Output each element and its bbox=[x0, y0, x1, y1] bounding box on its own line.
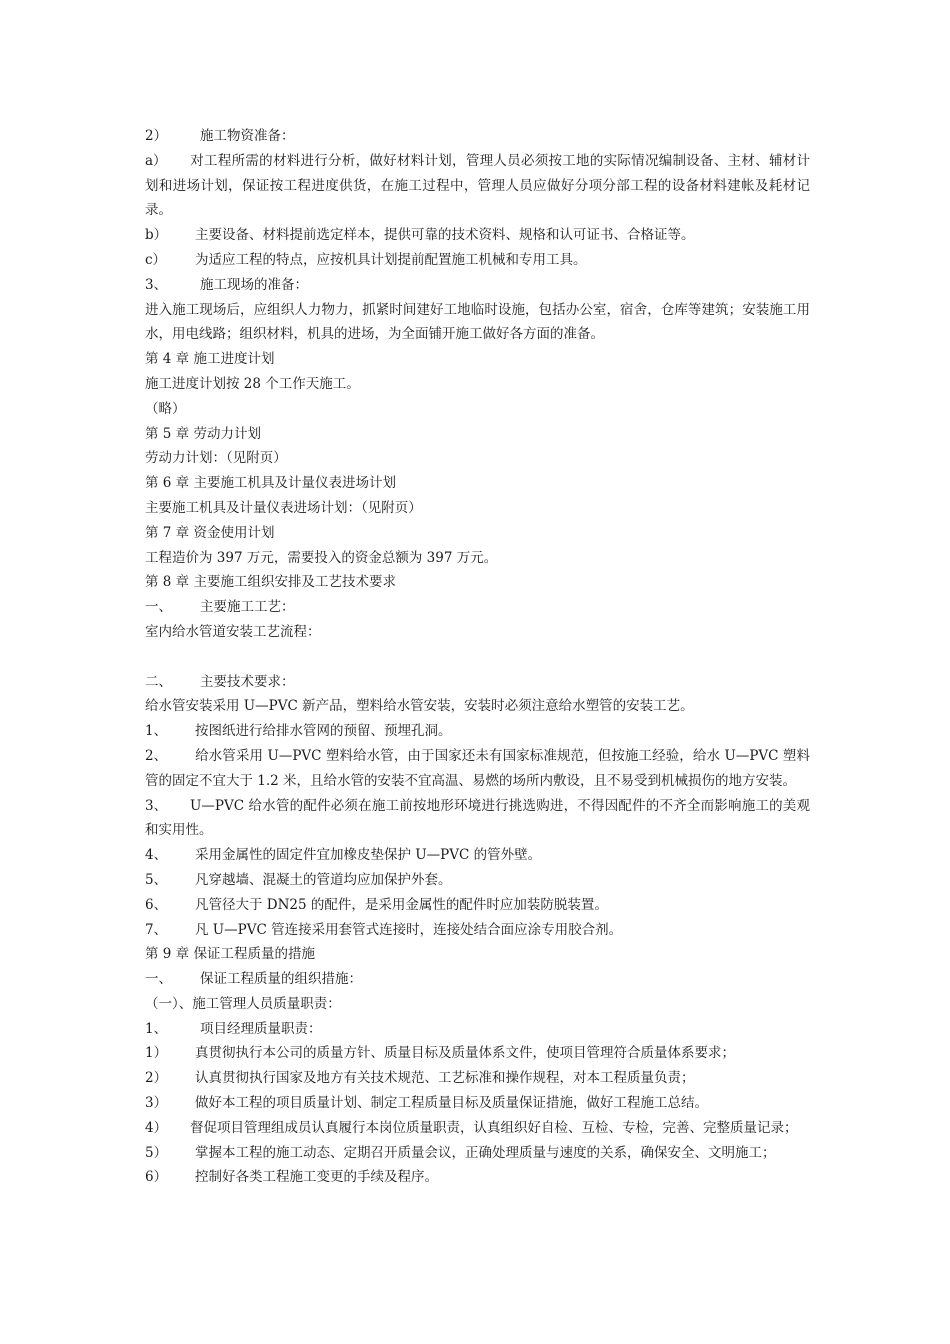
item-number: a） bbox=[145, 152, 167, 169]
item-text: 掌握本工程的施工动态、定期召开质量会议，正确处理质量与速度的关系，确保安全、文明施工； bbox=[195, 1144, 776, 1161]
list-item bbox=[145, 893, 810, 918]
item-text: 施工物资准备： bbox=[200, 128, 295, 144]
list-item bbox=[145, 223, 810, 248]
item-text: 采用金属性的固定件宜加橡皮垫保护 U—PVC 的管外壁。 bbox=[195, 847, 542, 864]
item-number: 3、 bbox=[145, 276, 168, 293]
item-text: 施工现场的准备： bbox=[200, 276, 308, 293]
chapter-heading: 第 9 章 保证工程质量的措施 bbox=[145, 946, 315, 963]
list-item bbox=[145, 1091, 810, 1116]
list-item bbox=[145, 595, 810, 620]
item-number: 3、 bbox=[145, 797, 168, 814]
item-text: 督促项目管理组成员认真履行本岗位质量职责，认真组织好自检、互检、专检，完善、完整质量记录； bbox=[190, 1119, 798, 1136]
chapter-heading: 第 8 章 主要施工组织安排及工艺技术要求 bbox=[145, 574, 396, 591]
paragraph: 主要施工机具及计量仪表进场计划：（见附页） bbox=[145, 499, 422, 516]
list-item bbox=[145, 918, 810, 943]
item-text: 主要技术要求： bbox=[200, 673, 295, 690]
paragraph bbox=[145, 794, 810, 844]
item-text: 按图纸进行给排水管网的预留、预埋孔洞。 bbox=[195, 723, 452, 740]
chapter-heading: 第 4 章 施工进度计划 bbox=[145, 351, 275, 368]
blank-line bbox=[145, 645, 810, 670]
list-item bbox=[145, 670, 810, 695]
item-number: 2、 bbox=[145, 747, 168, 764]
list-item bbox=[145, 273, 810, 298]
list-item bbox=[145, 719, 810, 744]
item-number: 1、 bbox=[145, 723, 168, 740]
list-item bbox=[145, 843, 810, 868]
item-number: 4） bbox=[145, 1119, 168, 1136]
list-item bbox=[145, 124, 810, 149]
item-text: 凡 U—PVC 管连接采用套管式连接时，连接处结合面应涂专用胶合剂。 bbox=[195, 921, 623, 938]
item-text: 为适应工程的特点，应按机具计划提前配置施工机械和专用工具。 bbox=[195, 251, 587, 268]
list-item bbox=[145, 1017, 810, 1042]
item-number: 6、 bbox=[145, 896, 168, 913]
paragraph: 劳动力计划：（见附页） bbox=[145, 450, 287, 467]
item-text: 认真贯彻执行国家及地方有关技术规范、工艺标准和操作规程，对本工程质量负责； bbox=[195, 1070, 695, 1087]
chapter-heading: 第 6 章 主要施工机具及计量仪表进场计划 bbox=[145, 475, 396, 492]
list-item bbox=[145, 1116, 810, 1141]
item-number: c） bbox=[145, 251, 167, 268]
item-number: 2） bbox=[145, 1070, 168, 1087]
paragraph: 工程造价为 397 万元，需要投入的资金总额为 397 万元。 bbox=[145, 549, 498, 566]
item-number: 一、 bbox=[145, 599, 172, 616]
paragraph bbox=[145, 149, 810, 223]
item-text: 控制好各类工程施工变更的手续及程序。 bbox=[195, 1169, 438, 1186]
item-text: 做好本工程的项目质量计划、制定工程质量目标及质量保证措施，做好工程施工总结。 bbox=[195, 1095, 708, 1112]
item-text: U—PVC 给水管的配件必须在施工前按地形环境进行挑选购进，不得因配件的不齐全而影响施工的美观和实用性。 bbox=[145, 797, 810, 839]
item-number: 6） bbox=[145, 1169, 168, 1186]
item-number: 3） bbox=[145, 1095, 168, 1112]
item-number: 1） bbox=[145, 1045, 168, 1062]
paragraph: 施工进度计划按 28 个工作天施工。 bbox=[145, 375, 360, 392]
list-item bbox=[145, 248, 810, 273]
paragraph: 室内给水管道安装工艺流程： bbox=[145, 623, 321, 640]
list-item bbox=[145, 1066, 810, 1091]
item-text: 真贯彻执行本公司的质量方针、质量目标及质量体系文件，使项目管理符合质量体系要求； bbox=[195, 1045, 735, 1062]
chapter-heading: 第 5 章 劳动力计划 bbox=[145, 425, 261, 442]
item-number: 1、 bbox=[145, 1020, 168, 1037]
item-text: 对工程所需的材料进行分析，做好材料计划，管理人员必须按工地的实际情况编制设备、主材、辅材计划和进场计划，保证按工程进度供货，在施工过程中，管理人员应做好分项分部工程的设备材料建帐及耗材记录。 bbox=[145, 152, 810, 219]
list-item bbox=[145, 1165, 810, 1190]
item-text: 保证工程质量的组织措施： bbox=[200, 971, 362, 988]
list-item bbox=[145, 1041, 810, 1066]
paragraph: 给水管安装采用 U—PVC 新产品，塑料给水管安装，安装时必须注意给水塑管的安装工艺。 bbox=[145, 698, 694, 715]
chapter-heading: 第 7 章 资金使用计划 bbox=[145, 524, 275, 541]
item-number: 4、 bbox=[145, 847, 168, 864]
item-number: 二、 bbox=[145, 673, 172, 690]
item-number: 5、 bbox=[145, 871, 168, 888]
item-number: b） bbox=[145, 227, 168, 244]
paragraph bbox=[145, 744, 810, 794]
paragraph: （一）、施工管理人员质量职责： bbox=[145, 995, 341, 1012]
item-text: 凡管径大于 DN25 的配件，是采用金属性的配件时应加装防脱装置。 bbox=[195, 896, 608, 913]
document-page bbox=[145, 124, 810, 1190]
item-number: 一、 bbox=[145, 971, 172, 988]
item-text: 给水管采用 U—PVC 塑料给水管，由于国家还未有国家标准规范，但按施工经验，给水 U—PVC 塑料管的固定不宜大于 1.2 米，且给水管的安装不宜高温、易燃的场所内敷设，且不易受到机械损伤的地方安装。 bbox=[145, 747, 810, 789]
paragraph: （略） bbox=[145, 400, 186, 417]
item-number: 7、 bbox=[145, 921, 168, 938]
item-number: 5） bbox=[145, 1144, 168, 1161]
list-item bbox=[145, 868, 810, 893]
list-item bbox=[145, 967, 810, 992]
item-text: 主要设备、材料提前选定样本，提供可靠的技术资料、规格和认可证书、合格证等。 bbox=[195, 227, 695, 244]
item-text: 凡穿越墙、混凝土的管道均应加保护外套。 bbox=[195, 871, 452, 888]
paragraph: 进入施工现场后，应组织人力物力，抓紧时间建好工地临时设施，包括办公室，宿舍，仓库等建筑；安装施工用水，用电线路；组织材料，机具的进场，为全面铺开施工做好各方面的准备。 bbox=[145, 301, 810, 343]
item-text: 项目经理质量职责： bbox=[200, 1020, 322, 1037]
item-number: 2） bbox=[145, 128, 168, 144]
list-item bbox=[145, 1141, 810, 1166]
item-text: 主要施工工艺： bbox=[200, 599, 295, 616]
